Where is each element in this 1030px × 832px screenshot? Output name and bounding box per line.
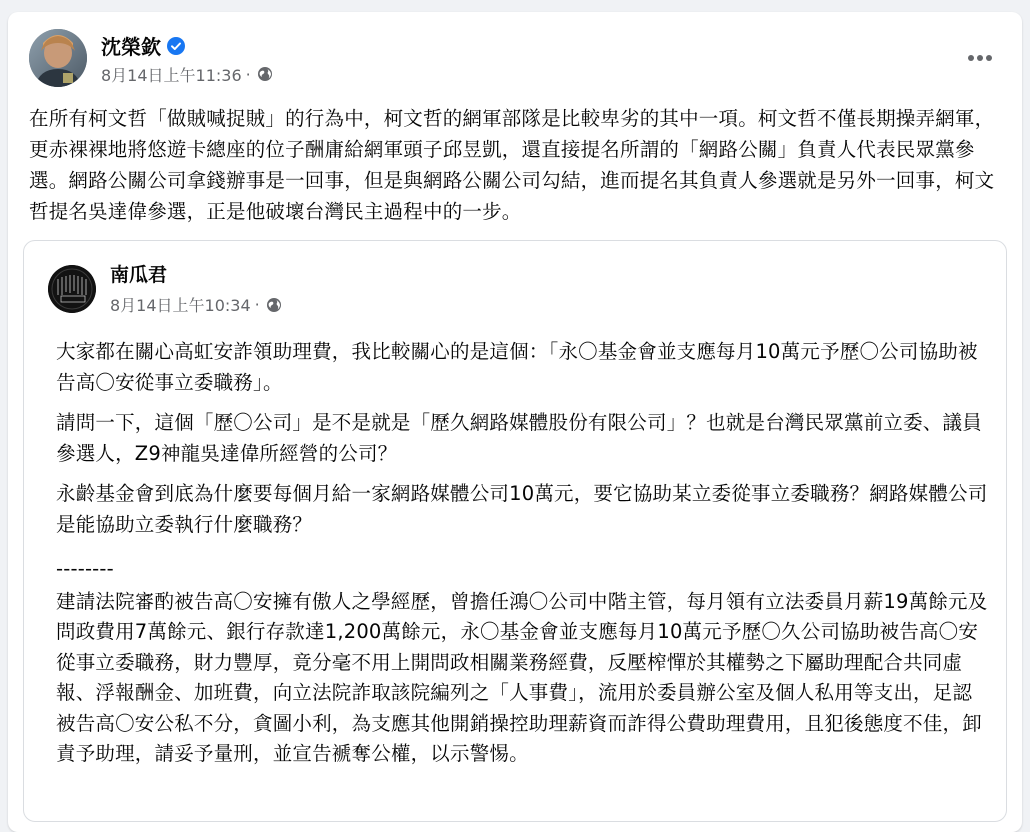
author-row <box>101 31 273 61</box>
shared-author-avatar[interactable] <box>48 265 96 313</box>
shared-post-meta <box>110 293 282 316</box>
shared-header-text <box>110 261 282 316</box>
shared-post-header <box>48 261 282 316</box>
shared-post-body <box>56 337 991 780</box>
post-card <box>8 12 1022 832</box>
meta-separator: · <box>254 295 260 314</box>
post-meta <box>101 63 273 86</box>
shared-post-card[interactable] <box>23 240 1007 822</box>
post-timestamp[interactable]: 8月14日上午11:36 <box>101 65 242 85</box>
author-avatar[interactable] <box>29 29 87 87</box>
shared-post-timestamp[interactable]: 8月14日上午10:34 <box>110 296 251 315</box>
text-divider: -------- <box>56 557 114 580</box>
verified-badge-icon <box>167 37 185 55</box>
shared-quote: 建請法院審酌被告高〇安擁有傲人之學經歷，曾擔任鴻〇公司中階主管，每月領有立法委員月薪19萬餘元及問政費用7萬餘元、銀行存款達1,200萬餘元，永〇基金會並支應每月10萬元予歷〇久公司協助被告高〇安從事立委職務，財力豐厚，竟分毫不用上開問政相關業務經費，反壓榨憚於其權勢之下屬助理配合共同虛報、浮報酬金、加班費，向立法院詐取該院編列之「人事費」，流用於委員辦公室及個人私用等支出，足認被告高〇安公私不分，貪圖小利，為支應其他開銷操控助理薪資而詐得公費助理費用，且犯後態度不佳，卸責予助理，請妥予量刑，並宣告褫奪公權，以示警惕。 <box>56 589 988 765</box>
post-header <box>29 29 273 87</box>
more-options-button[interactable] <box>962 44 998 72</box>
shared-author-name[interactable]: 南瓜君 <box>110 264 168 286</box>
more-options-icon <box>968 55 974 61</box>
globe-icon[interactable] <box>257 66 273 82</box>
post-body-text: 在所有柯文哲「做賊喊捉賊」的行為中，柯文哲的網軍部隊是比較卑劣的其中一項。柯文哲不僅長期操弄網軍，更赤裸裸地將悠遊卡總座的位子酬庸給網軍頭子邱昱凱，還直接提名所謂的「網路公關」負責人代表民眾黨參選。網路公關公司拿錢辦事是一回事，但是與網路公關公司勾結，進而提名其負責人參選就是另外一回事，柯文哲提名吳達偉參選，正是他破壞台灣民主過程中的一步。 <box>29 107 995 223</box>
more-options-icon <box>986 55 992 61</box>
more-options-icon <box>977 55 983 61</box>
shared-paragraph: 請問一下，這個「歷〇公司」是不是就是「歷久網路媒體股份有限公司」？也就是台灣民眾黨前立委、議員參選人，Z9神龍吳達偉所經營的公司？ <box>56 411 982 465</box>
author-name[interactable]: 沈榮欽 <box>101 35 161 59</box>
shared-paragraph: 大家都在關心高虹安詐領助理費，我比較關心的是這個：「永〇基金會並支應每月10萬元予歷〇公司協助被告高〇安從事立委職務」。 <box>56 340 978 394</box>
shared-paragraph: 永齡基金會到底為什麼要每個月給一家網路媒體公司10萬元，要它協助某立委從事立委職務？網路媒體公司是能協助立委執行什麼職務？ <box>56 482 988 536</box>
meta-separator: · <box>245 64 251 84</box>
post-header-text <box>101 31 273 86</box>
globe-icon[interactable] <box>266 297 282 313</box>
